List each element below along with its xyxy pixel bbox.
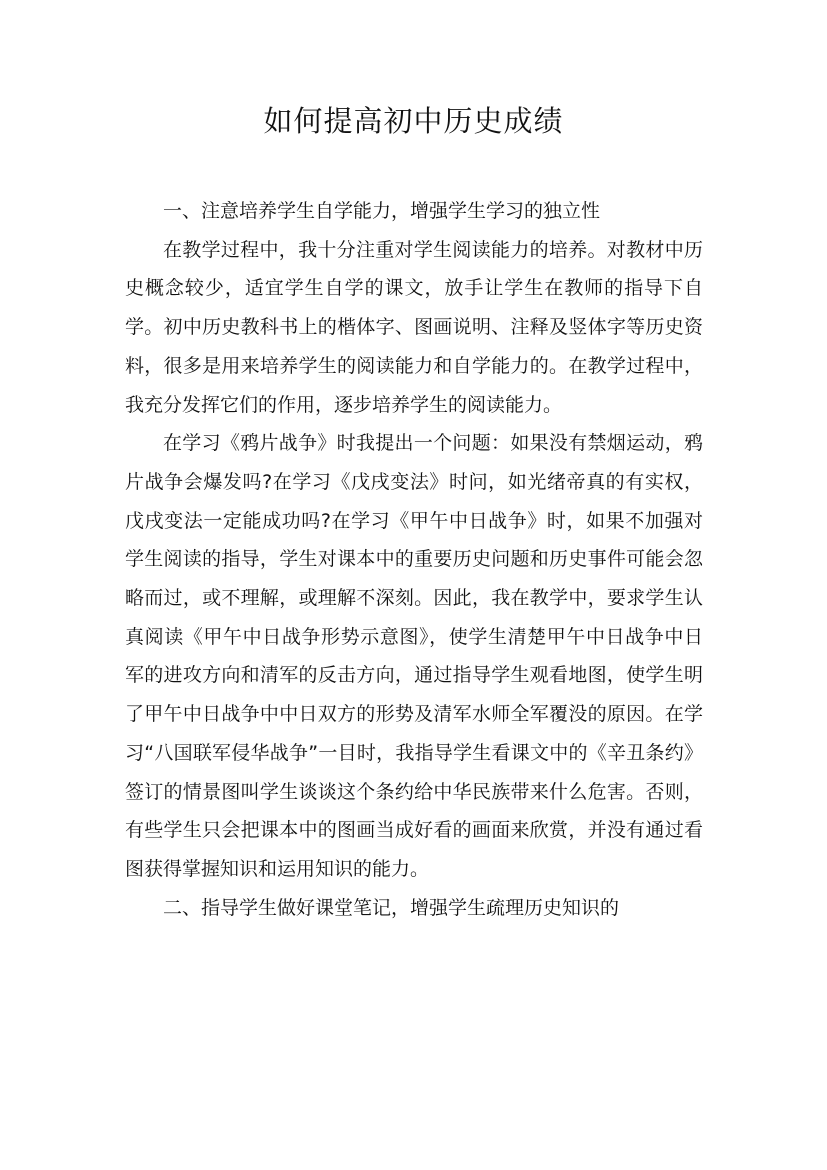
section-heading-1: 一、注意培养学生自学能力，增强学生学习的独立性: [163, 200, 601, 222]
paragraph-2: 在学习《鸦片战争》时我提出一个问题：如果没有禁烟运动，鸦片战争会爆发吗?在学习《戊戌变法》时问，如光绪帝真的有实权，戊戌变法一定能成功吗?在学习《甲午中日战争》时，如果不加强对学生阅读的指导，学生对课本中的重要历史问题和历史事件可能会忽略而过，或不理解，或理解不深刻。因此，我在教学中，要求学生认真阅读《甲午中日战争形势示意图》，使学生清楚甲午中日战争中日军的进攻方向和清军的反击方向，通过指导学生观看地图，使学生明了甲午中日战争中中日双方的形势及清军水师全军覆没的原因。在学习“八国联军侵华战争”一目时，我指导学生看课文中的《辛丑条约》签订的情景图叫学生谈谈这个条约给中华民族带来什么危害。否则，有些学生只会把课本中的图画当成好看的画面来欣赏，并没有通过看图获得掌握知识和运用知识的能力。: [125, 432, 703, 880]
paragraph-1: 在教学过程中，我十分注重对学生阅读能力的培养。对教材中历史概念较少，适宜学生自学的课文，放手让学生在教师的指导下自学。初中历史教科书上的楷体字、图画说明、注释及竖体字等历史资料，很多是用来培养学生的阅读能力和自学能力的。在教学过程中，我充分发挥它们的作用，逐步培养学生的阅读能力。: [125, 238, 703, 416]
document-title: 如何提高初中历史成绩: [263, 104, 564, 138]
document-body: [125, 192, 703, 927]
section-heading-2: 二、指导学生做好课堂笔记，增强学生疏理历史知识的: [163, 896, 620, 919]
